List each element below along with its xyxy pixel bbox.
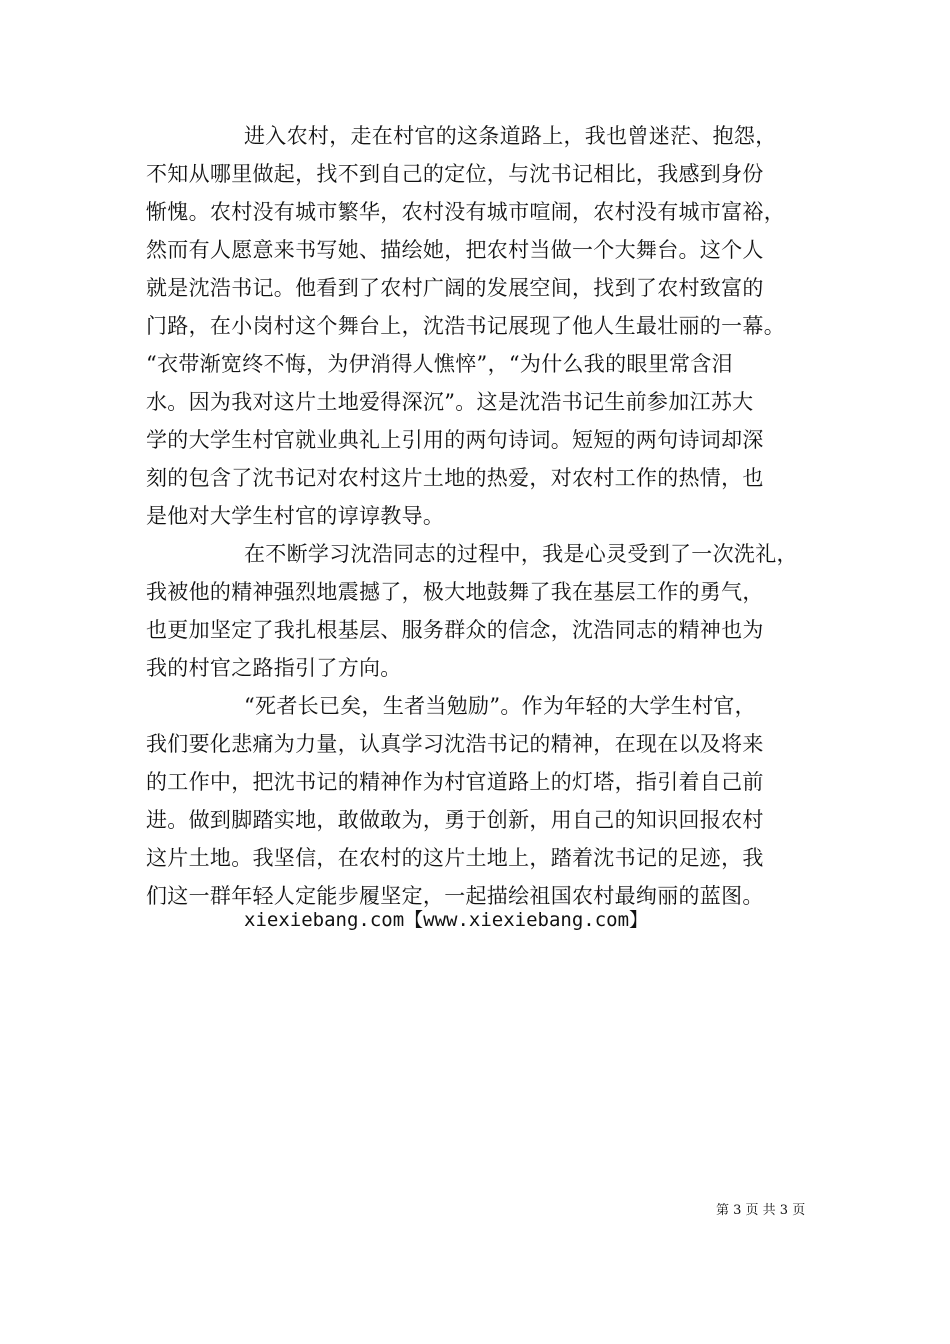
paragraph-1-line-4: 然而有人愿意来书写她、描绘她，把农村当做一个大舞台。这个人 [146, 238, 764, 262]
paragraph-1-line-7: “衣带渐宽终不悔，为伊消得人憔悴”，“为什么我的眼里常含泪 [146, 352, 733, 376]
paragraph-1-line-10: 刻的包含了沈书记对农村这片土地的热爱，对农村工作的热情，也 [146, 466, 764, 490]
paragraph-2-line-2: 我被他的精神强烈地震撼了，极大地鼓舞了我在基层工作的勇气， [146, 580, 764, 604]
paragraph-3-line-5: 这片土地。我坚信，在农村的这片土地上，踏着沈书记的足迹，我 [146, 846, 764, 870]
paragraph-1-line-1: 进入农村，走在村官的这条道路上，我也曾迷茫、抱怨， [244, 124, 777, 148]
paragraph-3-line-4: 进。做到脚踏实地，敢做敢为，勇于创新，用自己的知识回报农村 [146, 808, 764, 832]
paragraph-1-line-8: 水。因为我对这片土地爱得深沉”。这是沈浩书记生前参加江苏大 [146, 390, 754, 414]
paragraph-1-line-5: 就是沈浩书记。他看到了农村广阔的发展空间，找到了农村致富的 [146, 276, 764, 300]
paragraph-3-line-2: 我们要化悲痛为力量，认真学习沈浩书记的精神，在现在以及将来 [146, 732, 764, 756]
paragraph-3-line-6: 们这一群年轻人定能步履坚定，一起描绘祖国农村最绚丽的蓝图。 [146, 884, 764, 908]
paragraph-1-line-2: 不知从哪里做起，找不到自己的定位，与沈书记相比，我感到身份 [146, 162, 764, 186]
paragraph-3-line-3: 的工作中，把沈书记的精神作为村官道路上的灯塔，指引着自己前 [146, 770, 764, 794]
paragraph-1-line-6: 门路，在小岗村这个舞台上，沈浩书记展现了他人生最壮丽的一幕。 [146, 314, 785, 338]
paragraph-2-line-4: 我的村官之路指引了方向。 [146, 656, 402, 680]
footer-link[interactable]: xiexiebang.com【www.xiexiebang.com】 [244, 909, 649, 931]
paragraph-1-line-11: 是他对大学生村官的谆谆教导。 [146, 504, 445, 528]
paragraph-1-line-9: 学的大学生村官就业典礼上引用的两句诗词。短短的两句诗词却深 [146, 428, 764, 452]
paragraph-2-line-1: 在不断学习沈浩同志的过程中，我是心灵受到了一次洗礼， [244, 542, 798, 566]
paragraph-1-line-3: 惭愧。农村没有城市繁华，农村没有城市喧闹，农村没有城市富裕， [146, 200, 785, 224]
paragraph-3-line-1: “死者长已矣，生者当勉励”。作为年轻的大学生村官， [244, 694, 756, 718]
page-number: 第 3 页 共 3 页 [716, 1203, 806, 1218]
paragraph-2-line-3: 也更加坚定了我扎根基层、服务群众的信念，沈浩同志的精神也为 [146, 618, 764, 642]
